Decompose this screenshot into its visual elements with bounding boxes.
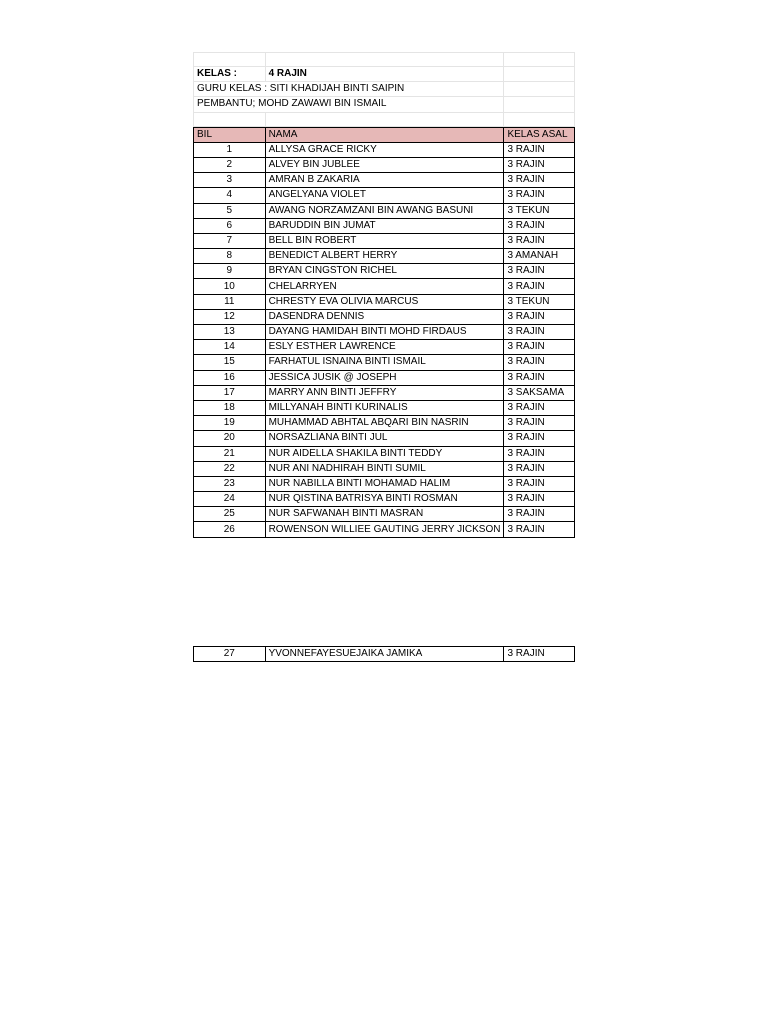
cell-bil: 23	[194, 476, 266, 491]
cell-kelas-asal: 3 RAJIN	[504, 157, 575, 172]
cell-nama: BENEDICT ALBERT HERRY	[265, 249, 504, 264]
table-row	[194, 188, 575, 203]
cell-bil: 9	[194, 264, 266, 279]
cell-nama: ROWENSON WILLIEE GAUTING JERRY JICKSON	[265, 522, 504, 537]
table-row	[194, 522, 575, 537]
pembantu-text: PEMBANTU; MOHD ZAWAWI BIN ISMAIL	[194, 97, 504, 112]
cell-kelas-asal: 3 RAJIN	[504, 461, 575, 476]
table-header-row	[194, 127, 575, 142]
table-row	[194, 492, 575, 507]
table-row	[194, 279, 575, 294]
table-row	[194, 142, 575, 157]
cell-nama: BARUDDIN BIN JUMAT	[265, 218, 504, 233]
column-header-bil: BIL	[194, 127, 266, 142]
cell-bil: 26	[194, 522, 266, 537]
cell-bil: 7	[194, 233, 266, 248]
table-row	[194, 355, 575, 370]
cell-bil: 11	[194, 294, 266, 309]
table-row	[194, 340, 575, 355]
cell-nama: CHRESTY EVA OLIVIA MARCUS	[265, 294, 504, 309]
cell-bil: 25	[194, 507, 266, 522]
cell-bil: 17	[194, 385, 266, 400]
cell-kelas-asal: 3 RAJIN	[504, 264, 575, 279]
table-row	[194, 461, 575, 476]
cell-nama: MILLYANAH BINTI KURINALIS	[265, 400, 504, 415]
cell-bil: 10	[194, 279, 266, 294]
cell-bil: 12	[194, 309, 266, 324]
cell-nama: BRYAN CINGSTON RICHEL	[265, 264, 504, 279]
cell-kelas-asal: 3 RAJIN	[504, 416, 575, 431]
class-list-overflow	[193, 646, 575, 662]
table-row	[194, 507, 575, 522]
cell-bil: 27	[194, 647, 266, 662]
cell-bil: 14	[194, 340, 266, 355]
cell-kelas-asal: 3 RAJIN	[504, 370, 575, 385]
cell-kelas-asal: 3 RAJIN	[504, 522, 575, 537]
cell-kelas-asal: 3 RAJIN	[504, 309, 575, 324]
cell-nama: BELL BIN ROBERT	[265, 233, 504, 248]
cell-bil: 22	[194, 461, 266, 476]
cell-nama: ESLY ESTHER LAWRENCE	[265, 340, 504, 355]
table-row	[194, 446, 575, 461]
student-rows	[194, 142, 575, 537]
cell-kelas-asal: 3 RAJIN	[504, 233, 575, 248]
cell-bil: 16	[194, 370, 266, 385]
table-row	[194, 400, 575, 415]
column-header-nama: NAMA	[265, 127, 504, 142]
cell-kelas-asal: 3 RAJIN	[504, 647, 575, 662]
cell-nama: NORSAZLIANA BINTI JUL	[265, 431, 504, 446]
cell-bil: 5	[194, 203, 266, 218]
cell-nama: ALLYSA GRACE RICKY	[265, 142, 504, 157]
cell-kelas-asal: 3 RAJIN	[504, 218, 575, 233]
cell-bil: 3	[194, 173, 266, 188]
cell-kelas-asal: 3 RAJIN	[504, 142, 575, 157]
cell-nama: NUR NABILLA BINTI MOHAMAD HALIM	[265, 476, 504, 491]
table-row	[194, 416, 575, 431]
blank-row	[194, 53, 575, 67]
table-row	[194, 476, 575, 491]
cell-nama: AWANG NORZAMZANI BIN AWANG BASUNI	[265, 203, 504, 218]
cell-nama: NUR AIDELLA SHAKILA BINTI TEDDY	[265, 446, 504, 461]
table-row	[194, 294, 575, 309]
cell-nama: NUR QISTINA BATRISYA BINTI ROSMAN	[265, 492, 504, 507]
table-row	[194, 249, 575, 264]
pembantu-row	[194, 97, 575, 112]
cell-kelas-asal: 3 RAJIN	[504, 188, 575, 203]
table-row	[194, 325, 575, 340]
cell-kelas-asal: 3 RAJIN	[504, 173, 575, 188]
cell-bil: 8	[194, 249, 266, 264]
kelas-label: KELAS :	[194, 67, 266, 82]
cell-kelas-asal: 3 RAJIN	[504, 431, 575, 446]
cell-bil: 19	[194, 416, 266, 431]
cell-nama: NUR ANI NADHIRAH BINTI SUMIL	[265, 461, 504, 476]
table-row	[194, 309, 575, 324]
guru-kelas-text: GURU KELAS : SITI KHADIJAH BINTI SAIPIN	[194, 82, 504, 97]
kelas-row	[194, 67, 575, 82]
cell-bil: 4	[194, 188, 266, 203]
cell-bil: 18	[194, 400, 266, 415]
cell-kelas-asal: 3 RAJIN	[504, 325, 575, 340]
class-list-sheet	[193, 52, 575, 538]
cell-kelas-asal: 3 RAJIN	[504, 492, 575, 507]
cell-bil: 15	[194, 355, 266, 370]
cell-kelas-asal: 3 RAJIN	[504, 507, 575, 522]
table-row	[194, 647, 575, 662]
guru-kelas-row	[194, 82, 575, 97]
table-row	[194, 203, 575, 218]
cell-bil: 20	[194, 431, 266, 446]
cell-kelas-asal: 3 RAJIN	[504, 446, 575, 461]
table-row	[194, 385, 575, 400]
cell-kelas-asal: 3 RAJIN	[504, 476, 575, 491]
cell-bil: 6	[194, 218, 266, 233]
cell-nama: CHELARRYEN	[265, 279, 504, 294]
cell-nama: MUHAMMAD ABHTAL ABQARI BIN NASRIN	[265, 416, 504, 431]
cell-kelas-asal: 3 AMANAH	[504, 249, 575, 264]
cell-bil: 21	[194, 446, 266, 461]
cell-nama: ALVEY BIN JUBLEE	[265, 157, 504, 172]
table-row	[194, 431, 575, 446]
cell-kelas-asal: 3 TEKUN	[504, 203, 575, 218]
cell-nama: FARHATUL ISNAINA BINTI ISMAIL	[265, 355, 504, 370]
cell-kelas-asal: 3 RAJIN	[504, 355, 575, 370]
blank-row	[194, 112, 575, 126]
cell-bil: 24	[194, 492, 266, 507]
cell-nama: DAYANG HAMIDAH BINTI MOHD FIRDAUS	[265, 325, 504, 340]
cell-nama: JESSICA JUSIK @ JOSEPH	[265, 370, 504, 385]
cell-nama: YVONNEFAYESUEJAIKA JAMIKA	[265, 647, 504, 662]
cell-nama: NUR SAFWANAH BINTI MASRAN	[265, 507, 504, 522]
table-row	[194, 218, 575, 233]
cell-kelas-asal: 3 RAJIN	[504, 400, 575, 415]
class-info-table	[193, 52, 575, 127]
kelas-value: 4 RAJIN	[265, 67, 504, 82]
table-row	[194, 264, 575, 279]
column-header-kelas-asal: KELAS ASAL	[504, 127, 575, 142]
cell-kelas-asal: 3 TEKUN	[504, 294, 575, 309]
cell-kelas-asal: 3 RAJIN	[504, 340, 575, 355]
cell-nama: AMRAN B ZAKARIA	[265, 173, 504, 188]
cell-bil: 1	[194, 142, 266, 157]
cell-nama: ANGELYANA VIOLET	[265, 188, 504, 203]
table-row	[194, 173, 575, 188]
cell-bil: 2	[194, 157, 266, 172]
table-row	[194, 157, 575, 172]
cell-nama: MARRY ANN BINTI JEFFRY	[265, 385, 504, 400]
cell-bil: 13	[194, 325, 266, 340]
cell-nama: DASENDRA DENNIS	[265, 309, 504, 324]
student-table-continued	[193, 646, 575, 662]
cell-kelas-asal: 3 RAJIN	[504, 279, 575, 294]
table-row	[194, 233, 575, 248]
table-row	[194, 370, 575, 385]
student-table	[193, 127, 575, 538]
cell-kelas-asal: 3 SAKSAMA	[504, 385, 575, 400]
